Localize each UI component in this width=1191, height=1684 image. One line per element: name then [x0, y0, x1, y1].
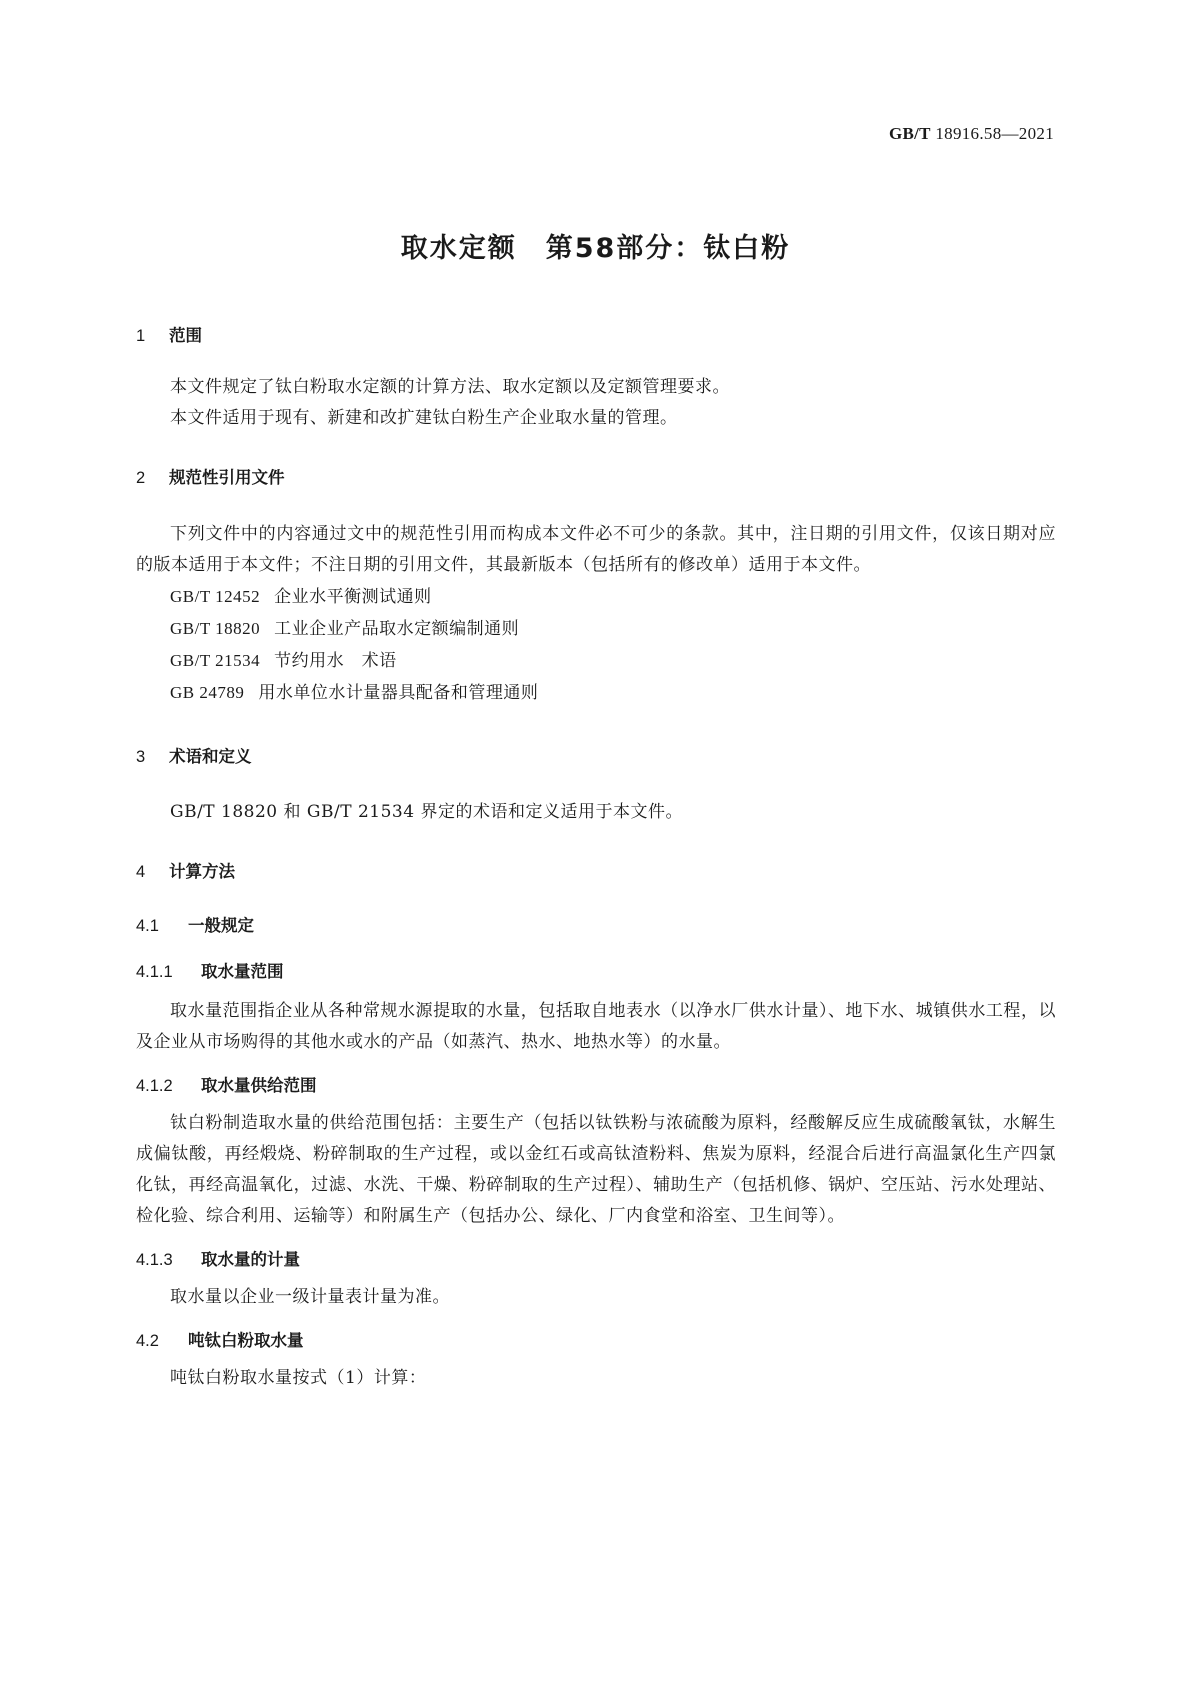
document-title: 取水定额 第58部分：钛白粉 [400, 233, 791, 264]
section-title: 取水量的计量 [201, 1250, 300, 1269]
section-3-heading [136, 743, 1056, 767]
reference-code: GB/T 21534 [170, 651, 261, 670]
section-1-heading [136, 322, 1056, 346]
reference-name: 工业企业产品取水定额编制通则 [274, 619, 520, 639]
standard-code [889, 124, 1054, 144]
paragraph: 本文件规定了钛白粉取水定额的计算方法、取水定额以及定额管理要求。 [170, 377, 730, 397]
section-title: 规范性引用文件 [169, 468, 285, 487]
section-number: 4.2 [136, 1332, 159, 1350]
section-4-1-2-heading [136, 1072, 1056, 1096]
paragraph: 本文件适用于现有、新建和改扩建钛白粉生产企业取水量的管理。 [170, 408, 678, 428]
reference-name: 用水单位水计量器具配备和管理通则 [258, 683, 539, 703]
section-title: 取水量范围 [201, 962, 284, 981]
section-4-1-1-heading [136, 958, 1056, 982]
section-4-1-3-heading [136, 1246, 1056, 1270]
reference-name: 节约用水 术语 [274, 651, 397, 671]
section-number: 3 [136, 748, 146, 766]
section-number: 1 [136, 327, 146, 345]
paragraph: 吨钛白粉取水量按式（1）计算： [170, 1368, 427, 1388]
paragraph: 钛白粉制造取水量的供给范围包括：主要生产（包括以钛铁粉与浓硫酸为原料，经酸解反应生成硫酸氧钛，水解生成偏钛酸，再经煅烧、粉碎制取的生产过程，或以金红石或高钛渣粉料、焦炭为原料，经混合后进行高温氯化生产四氯化钛，再经高温氧化，过滤、水洗、干燥、粉碎制取的生产过程）、辅助生产（包括机修、锅炉、空压站、污水处理站、检化验、综合利用、运输等）和附属生产（包括办公、绿化、厂内食堂和浴室、卫生间等）。 [136, 1113, 1056, 1226]
reference-item [136, 581, 1056, 613]
section-number: 4.1.3 [136, 1251, 173, 1269]
reference-name: 企业水平衡测试通则 [274, 587, 432, 607]
paragraph: 下列文件中的内容通过文中的规范性引用而构成本文件必不可少的条款。其中，注日期的引用文件，仅该日期对应的版本适用于本文件；不注日期的引用文件，其最新版本（包括所有的修改单）适用于本文件。 [136, 524, 1056, 575]
section-title: 术语和定义 [169, 747, 252, 766]
section-number: 4.1.2 [136, 1077, 173, 1095]
reference-item [136, 613, 1056, 645]
paragraph: 取水量以企业一级计量表计量为准。 [170, 1287, 450, 1307]
reference-item [136, 677, 1056, 709]
section-4-2-heading [136, 1327, 1056, 1351]
standard-prefix: GB/T [888, 124, 931, 143]
section-title: 吨钛白粉取水量 [188, 1331, 304, 1350]
section-4-heading [136, 858, 1056, 882]
section-title: 计算方法 [169, 862, 235, 881]
section-title: 范围 [169, 326, 202, 345]
section-title: 一般规定 [188, 916, 254, 935]
section-2-heading [136, 464, 1056, 488]
reference-code: GB 24789 [170, 683, 245, 702]
section-number: 4.1.1 [136, 963, 173, 981]
section-number: 4.1 [136, 917, 159, 935]
section-4-1-heading [136, 912, 1056, 936]
section-number: 4 [136, 863, 146, 881]
reference-code: GB/T 18820 [170, 619, 261, 638]
section-title: 取水量供给范围 [201, 1076, 317, 1095]
section-number: 2 [136, 469, 146, 487]
reference-code: GB/T 12452 [170, 587, 261, 606]
document-body [136, 322, 1056, 1394]
paragraph: GB/T 18820 和 GB/T 21534 界定的术语和定义适用于本文件。 [170, 802, 683, 822]
reference-item [136, 645, 1056, 677]
paragraph: 取水量范围指企业从各种常规水源提取的水量，包括取自地表水（以净水厂供水计量）、地下水、城镇供水工程，以及企业从市场购得的其他水或水的产品（如蒸汽、热水、地热水等）的水量。 [136, 1001, 1056, 1052]
standard-number: 18916.58—2021 [935, 124, 1054, 143]
